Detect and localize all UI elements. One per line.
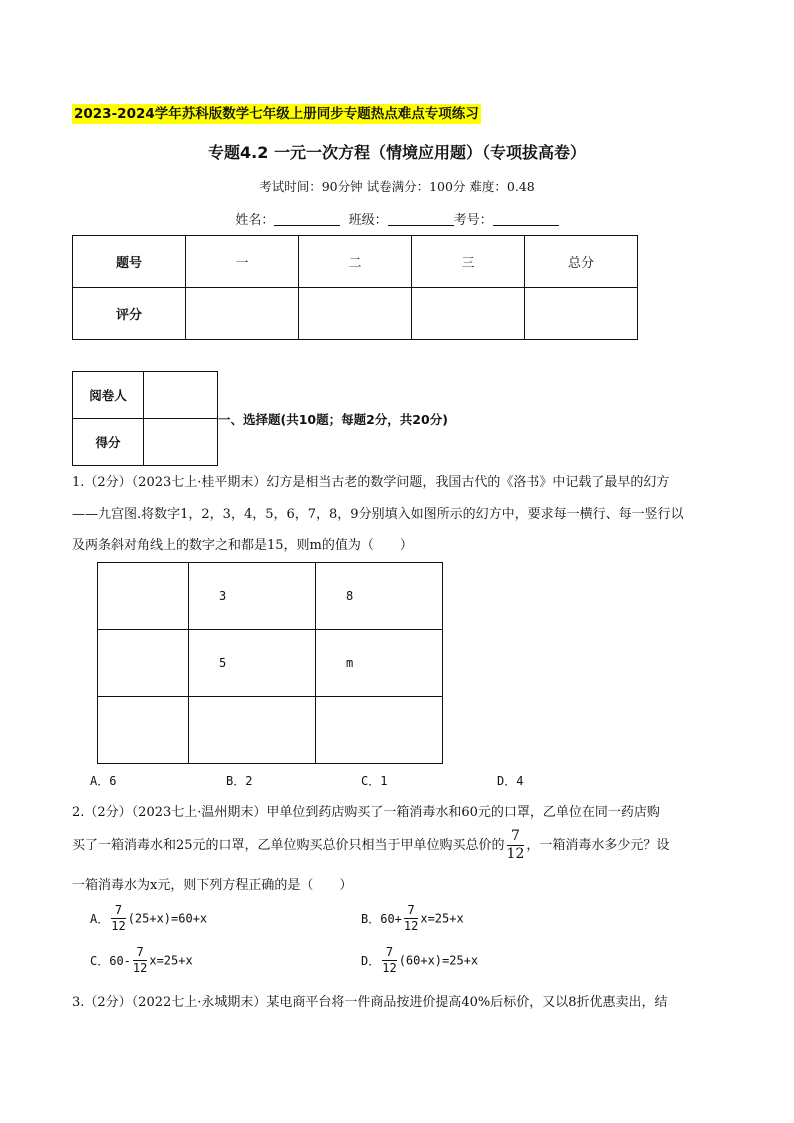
grid-cell: 8	[316, 563, 443, 630]
grid-cell: 3	[189, 563, 316, 630]
fraction-7-12: $\frac{7}{12}$	[111, 903, 126, 933]
reviewer-label: 阅卷人	[73, 372, 144, 419]
q2-line2-end: ，一箱消毒水多少元？设	[526, 838, 670, 853]
exam-no-label: 考号：	[453, 213, 493, 228]
q2-option-c[interactable]: C．60- $\frac{7}{12}$ x=25+x	[90, 945, 193, 975]
score-table	[72, 235, 638, 340]
grid-cell: 5	[189, 630, 316, 697]
q1-text-line: 1.（2分）（2023七上·桂平期末）幻方是相当古老的数学问题，我国古代的《洛书》中记载了最早的幻方	[72, 475, 670, 490]
student-fields	[0, 209, 794, 228]
q2-option-a[interactable]: A． $\frac{7}{12}$ (25+x)=60+x	[90, 903, 208, 933]
q1-option-b[interactable]: B．2	[226, 774, 253, 788]
q1-option-a[interactable]: A．6	[90, 774, 117, 788]
score-cell[interactable]	[412, 288, 525, 340]
q1-option-d[interactable]: D．4	[497, 774, 524, 788]
fraction-7-12: $\frac{7}{12}$	[132, 945, 148, 975]
exam-no-blank[interactable]	[493, 211, 559, 226]
score-header-cell: 二	[299, 236, 412, 288]
reviewer-cell[interactable]	[144, 372, 218, 419]
series-banner: 2023-2024学年苏科版数学七年级上册同步专题热点难点专项练习	[74, 106, 479, 122]
q2-text-line: 2.（2分）（2023七上·温州期末）甲单位到药店购买了一箱消毒水和60元的口罩，乙单位在同一药店购	[72, 805, 660, 820]
reviewer-box	[72, 371, 218, 466]
grid-cell	[98, 630, 189, 697]
fraction-7-12: $\frac{7}{12}$	[506, 828, 525, 862]
q1-option-c[interactable]: C．1	[361, 774, 388, 788]
q1-text-line: 及两条斜对角线上的数字之和都是15，则m的值为（ ）	[72, 538, 413, 553]
score-header-cell: 三	[412, 236, 525, 288]
q2-text-line: 一箱消毒水为x元，则下列方程正确的是（ ）	[72, 878, 353, 893]
magic-square-grid	[97, 562, 443, 764]
score-row-label: 评分	[73, 288, 186, 340]
q1-text-line: ——九宫图.将数字1，2，3，4，5，6，7，8，9分别填入如图所示的幻方中，要求每一横行、每一竖行以	[72, 507, 684, 522]
q2-option-d[interactable]: D． $\frac{7}{12}$ (60+x)=25+x	[361, 945, 479, 975]
score-header-row	[73, 236, 638, 288]
page-title: 专题4.2 一元一次方程（情境应用题）（专项拔高卷）	[208, 143, 586, 162]
section-score-cell[interactable]	[144, 419, 218, 466]
grid-cell	[316, 697, 443, 764]
name-blank[interactable]	[274, 211, 340, 226]
grid-cell	[189, 697, 316, 764]
score-cell[interactable]	[525, 288, 638, 340]
exam-info: 考试时间：90分钟 试卷满分：100分 难度：0.48	[259, 179, 535, 194]
score-value-row	[73, 288, 638, 340]
q2-line2-start: 买了一箱消毒水和25元的口罩，乙单位购买总价只相当于甲单位购买总价的	[72, 838, 505, 853]
grid-cell: m	[316, 630, 443, 697]
q3-text-line: 3.（2分）（2022七上·永城期末）某电商平台将一件商品按进价提高40%后标价，又以8折优惠卖出，结	[72, 995, 668, 1010]
section-heading: 一、选择题(共10题；每题2分，共20分)	[218, 412, 448, 427]
section-score-label: 得分	[73, 419, 144, 466]
class-label: 班级：	[348, 213, 388, 228]
score-cell[interactable]	[186, 288, 299, 340]
q2-text-line	[72, 828, 669, 863]
name-label: 姓名：	[235, 213, 275, 228]
score-header-cell: 一	[186, 236, 299, 288]
q2-option-b[interactable]: B．60+ $\frac{7}{12}$ x=25+x	[361, 903, 464, 933]
score-header-cell: 题号	[73, 236, 186, 288]
score-cell[interactable]	[299, 288, 412, 340]
score-header-cell: 总分	[525, 236, 638, 288]
class-blank[interactable]	[388, 211, 454, 226]
fraction-7-12: $\frac{7}{12}$	[403, 903, 419, 933]
grid-cell	[98, 697, 189, 764]
fraction-7-12: $\frac{7}{12}$	[382, 945, 397, 975]
grid-cell	[98, 563, 189, 630]
